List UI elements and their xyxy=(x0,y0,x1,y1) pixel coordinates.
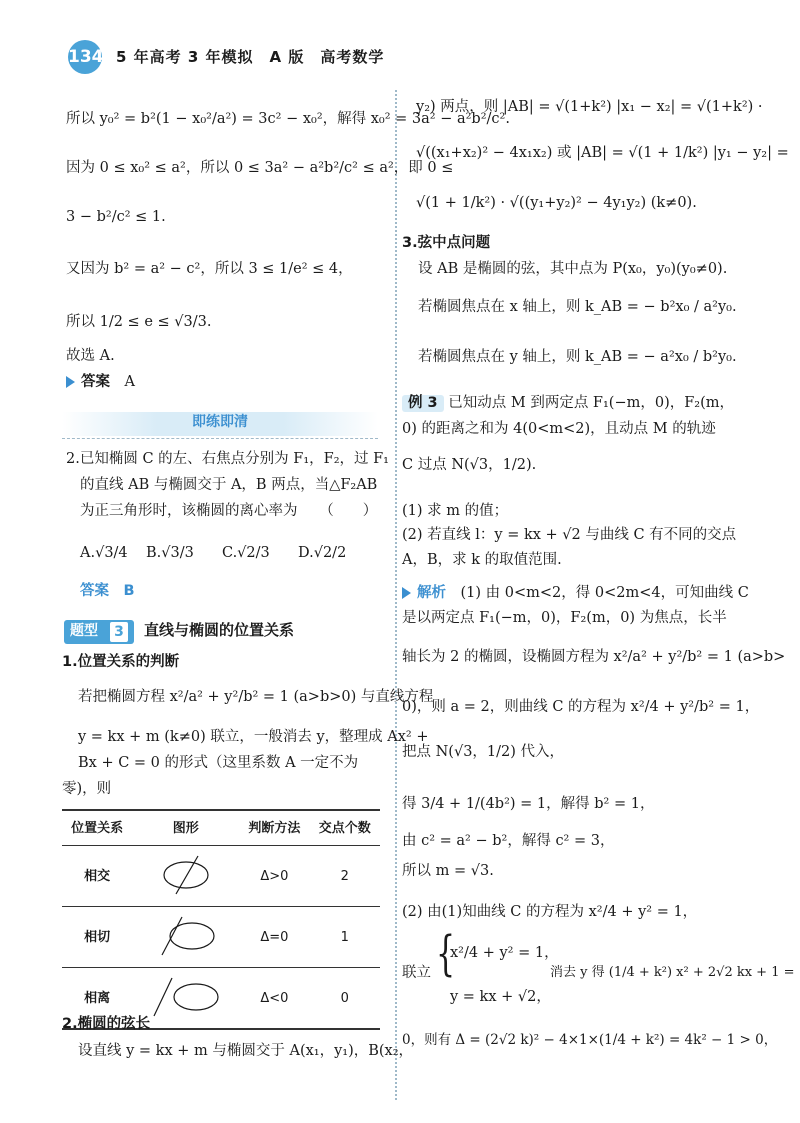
system-prefix: 联立 xyxy=(402,965,431,981)
text-line: 若把椭圆方程 x²/a² + y²/b² = 1 (a>b>0) 与直线方程 xyxy=(78,689,434,705)
text-line: 0) 的距离之和为 4(0<m<2)，且动点 M 的轨迹 xyxy=(402,421,716,437)
column-header: 判断方法 xyxy=(239,810,309,846)
text-line: 是以两定点 F₁(−m，0)，F₂(m，0) 为焦点，长半 xyxy=(402,610,727,626)
solution-text: (1) 由 0<m<2，得 0<2m<4，可知曲线 C xyxy=(460,585,749,601)
count-cell: 0 xyxy=(310,968,380,1030)
text-line: 把点 N(√3，1/2) 代入， xyxy=(402,744,565,760)
text-line: 所以 m = √3. xyxy=(402,863,494,879)
practice-band-title: 即练即清 xyxy=(192,414,248,430)
answer-row xyxy=(66,375,135,390)
section-title: 1.位置关系的判断 xyxy=(62,654,180,670)
solution-row xyxy=(402,586,749,601)
text-line: 所以 y₀² = b²(1 − x₀²/a²) = 3c² − x₀²，解得 x₀² = 3a² − a²b²/c². xyxy=(66,111,510,127)
answer-value: B xyxy=(123,583,135,599)
position-relation-table xyxy=(62,809,380,1030)
text-line: 又因为 b² = a² − c²，所以 3 ≤ 1/e² ≤ 4， xyxy=(66,261,353,277)
text-line: (2) 若直线 l：y = kx + √2 与曲线 C 有不同的交点 xyxy=(402,527,737,543)
text-line: 由 c² = a² − b²，解得 c² = 3， xyxy=(402,833,615,849)
solution-label: 解析 xyxy=(417,585,446,601)
text-line: 因为 0 ≤ x₀² ≤ a²，所以 0 ≤ 3a² − a²b²/c² ≤ a²，即 0 ≤ xyxy=(66,160,454,176)
text-line: 若椭圆焦点在 x 轴上，则 k_AB = − b²x₀ / a²y₀. xyxy=(418,299,737,315)
option-d: D.√2/2 xyxy=(298,545,347,561)
text-line: 设直线 y = kx + m 与椭圆交于 A(x₁，y₁)，B(x₂， xyxy=(78,1043,414,1059)
system-eq-2: y = kx + √2， xyxy=(450,989,551,1005)
text-line: 设 AB 是椭圆的弦，其中点为 P(x₀，y₀)(y₀≠0). xyxy=(418,261,728,277)
text-line: y₂) 两点，则 |AB| = √(1+k²) |x₁ − x₂| = √(1+k²) · xyxy=(416,99,763,115)
text-line: 0)，则 a = 2，则曲线 C 的方程为 x²/4 + y²/b² = 1， xyxy=(402,699,760,715)
answer-label: 答案 xyxy=(81,374,110,390)
text-line: 0，则有 Δ = (2√2 k)² − 4×1×(1/4 + k²) = 4k² − 1 > 0， xyxy=(402,1032,778,1048)
method-cell: Δ=0 xyxy=(239,907,309,968)
text-line: y = kx + m (k≠0) 联立，一般消去 y，整理成 Ax² + xyxy=(78,729,429,745)
text-line: √(1 + 1/k²) · √((y₁+y₂)² − 4y₁y₂) (k≠0). xyxy=(416,195,697,211)
text-line: 所以 1/2 ≤ e ≤ √3/3. xyxy=(66,314,212,330)
method-cell: Δ>0 xyxy=(239,846,309,907)
text-line: Bx + C = 0 的形式（这里系数 A 一定不为 xyxy=(78,755,359,771)
secant-figure xyxy=(146,852,226,898)
topic-label: 题型 xyxy=(70,623,98,639)
table-row xyxy=(62,907,380,968)
right-column xyxy=(400,0,800,1123)
text-line: (1) 求 m 的值； xyxy=(402,503,509,519)
practice-band xyxy=(62,412,378,436)
text-line: 零)，则 xyxy=(62,781,112,797)
system-eq-1: x²/4 + y² = 1， xyxy=(450,945,559,961)
example-text: 已知动点 M 到两定点 F₁(−m，0)，F₂(m， xyxy=(448,395,735,411)
text-line: C 过点 N(√3，1/2). xyxy=(402,457,537,473)
table-row xyxy=(62,846,380,907)
brace-icon: { xyxy=(436,926,456,983)
relation-cell: 相交 xyxy=(62,846,132,907)
text-line: 3 − b²/c² ≤ 1. xyxy=(66,209,166,225)
book-title: 5 年高考 3 年模拟 A 版 高考数学 xyxy=(116,48,385,66)
text-line: 轴长为 2 的椭圆，设椭圆方程为 x²/a² + y²/b² = 1 (a>b> xyxy=(402,649,786,665)
answer-label: 答案 xyxy=(80,583,109,599)
column-header: 图形 xyxy=(132,810,239,846)
section-title: 2.椭圆的弦长 xyxy=(62,1016,151,1032)
option-a: A.√3/4 xyxy=(80,545,128,561)
option-c: C.√2/3 xyxy=(222,545,270,561)
question-line: 2.已知椭圆 C 的左、右焦点分别为 F₁，F₂，过 F₁ xyxy=(66,451,389,467)
divider xyxy=(62,438,378,439)
relation-cell: 相离 xyxy=(62,968,132,1030)
question-line: 为正三角形时，该椭圆的离心率为 （ ） xyxy=(80,503,378,519)
column-header: 位置关系 xyxy=(62,810,132,846)
text-line: 若椭圆焦点在 y 轴上，则 k_AB = − a²x₀ / b²y₀. xyxy=(418,349,737,365)
text-line: 得 3/4 + 1/(4b²) = 1，解得 b² = 1， xyxy=(402,796,655,812)
relation-cell: 相切 xyxy=(62,907,132,968)
topic-title: 直线与椭圆的位置关系 xyxy=(144,621,295,639)
example-row xyxy=(402,395,734,412)
text-line: 故选 A. xyxy=(66,348,115,364)
topic-badge xyxy=(64,620,134,644)
example-badge: 例 3 xyxy=(402,395,444,412)
separate-figure xyxy=(146,974,226,1020)
page-number-badge: 134 xyxy=(68,40,102,74)
column-header: 交点个数 xyxy=(310,810,380,846)
question-line: 的直线 AB 与椭圆交于 A，B 两点，当△F₂AB xyxy=(80,477,378,493)
section-title: 3.弦中点问题 xyxy=(402,235,491,251)
count-cell: 1 xyxy=(310,907,380,968)
table-header-row xyxy=(62,810,380,846)
solution-marker-icon xyxy=(402,587,411,599)
answer-marker-icon xyxy=(66,376,75,388)
text-line: A，B，求 k 的取值范围. xyxy=(402,552,562,568)
text-line: √((x₁+x₂)² − 4x₁x₂) 或 |AB| = √(1 + 1/k²) |y₁ − y₂| = xyxy=(416,145,789,161)
topic-number: 3 xyxy=(110,622,128,642)
column-divider xyxy=(395,90,397,1100)
q2-answer-row xyxy=(80,584,135,599)
method-cell: Δ<0 xyxy=(239,968,309,1030)
answer-value: A xyxy=(124,374,135,390)
figure-cell xyxy=(132,907,239,968)
option-b: B.√3/3 xyxy=(146,545,194,561)
text-line: (2) 由(1)知曲线 C 的方程为 x²/4 + y² = 1， xyxy=(402,904,698,920)
figure-cell xyxy=(132,846,239,907)
text-line: 消去 y 得 (1/4 + k²) x² + 2√2 kx + 1 = xyxy=(550,965,795,980)
count-cell: 2 xyxy=(310,846,380,907)
tangent-figure xyxy=(146,913,226,959)
